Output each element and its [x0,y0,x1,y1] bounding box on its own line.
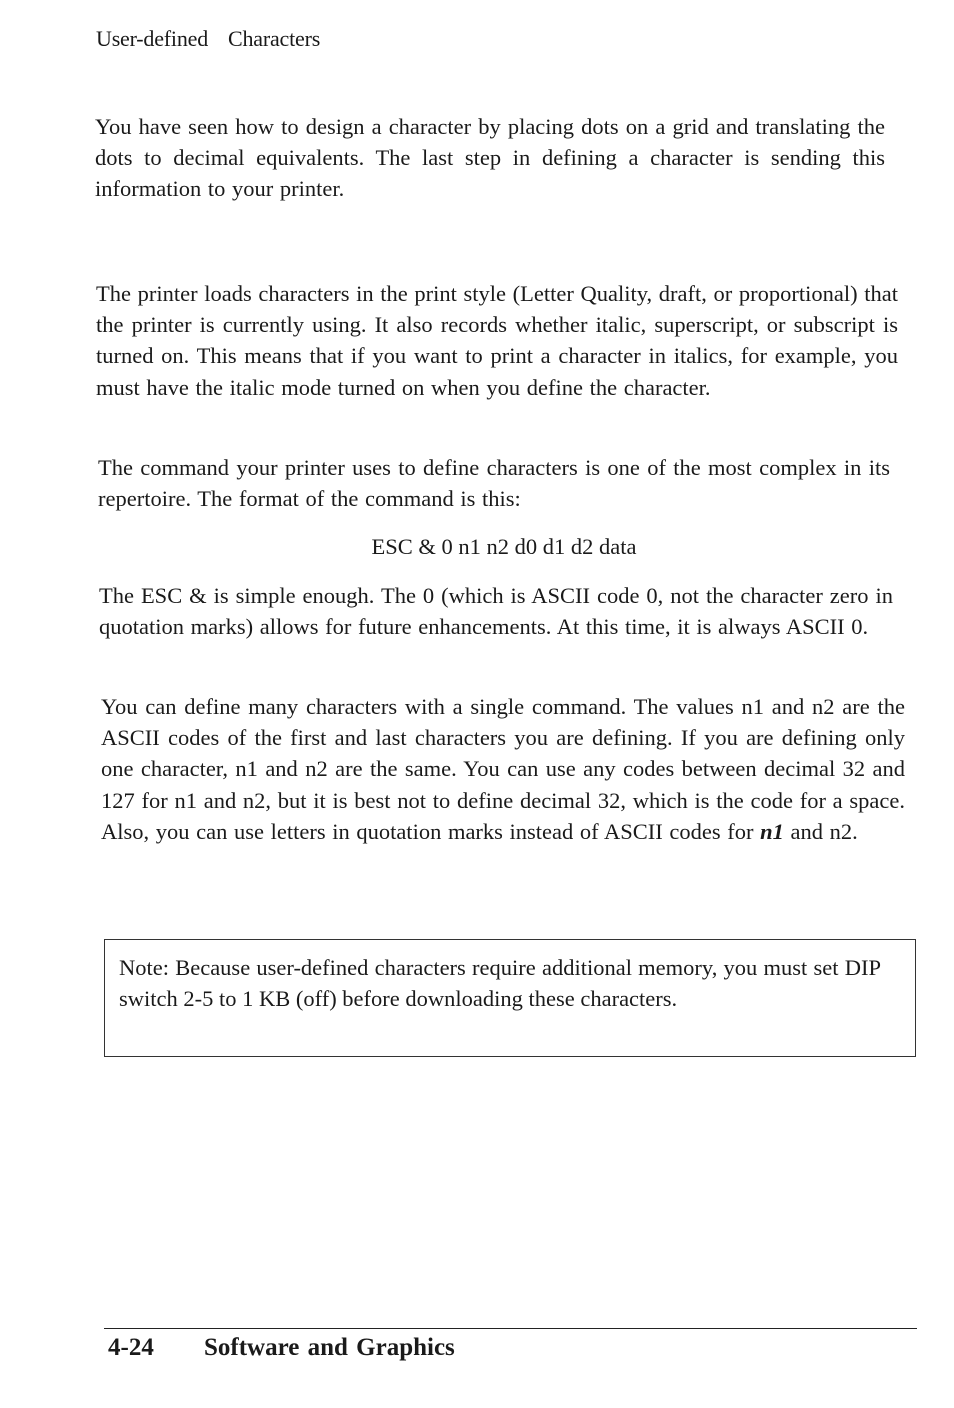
chapter-title: Software and Graphics [204,1334,455,1361]
paragraph-print-style: The printer loads characters in the print style (Letter Quality, draft, or proportional) that the printer is currently using. It also records whether italic, superscript, or subscript is turned on. This means that if you want to print a character in italics, for example, you must have the italic mode turned on when you define the character. [96,281,898,400]
command-format: ESC & 0 n1 n2 d0 d1 d2 data [371,534,637,559]
note-box [104,939,916,1057]
header-topic: Characters [228,26,321,51]
header-section: User-defined [96,26,208,51]
paragraph-command-intro: The command your printer uses to define characters is one of the most complex in its repertoire. The format of the command is this: [98,455,890,512]
define-many-end: and n2. [783,818,858,844]
footer-rule [104,1328,917,1329]
page-footer [108,1332,455,1364]
page-number: 4-24 [108,1334,154,1361]
paragraph-esc-explanation: The ESC & is simple enough. The 0 (which is ASCII code 0, not the character zero in quotation marks) allows for future enhancements. At this time, it is always ASCII 0. [99,583,893,640]
paragraph-define-many [101,691,905,847]
define-many-emphasis: n1 [760,818,784,844]
paragraph-intro: You have seen how to design a character by placing dots on a grid and translating the dots to decimal equivalents. The last step in defining a character is sending this information to your printer. [95,114,885,202]
running-header [96,26,320,52]
note-text: Note: Because user-defined characters require additional memory, you must set DIP switch 2-5 to 1 KB (off) before downloading these characters. [119,955,881,1012]
define-many-text: You can define many characters with a single command. The values n1 and n2 are the ASCII codes of the first and last characters you are defining. If you are defining only one character, n1 and n2 are the same. You can use any codes between decimal 32 and 127 for n1 and n2, but it is best not to define decimal 32, which is the code for a space. Also, you can use letters in quotation marks instead of ASCII codes for [101,694,905,844]
